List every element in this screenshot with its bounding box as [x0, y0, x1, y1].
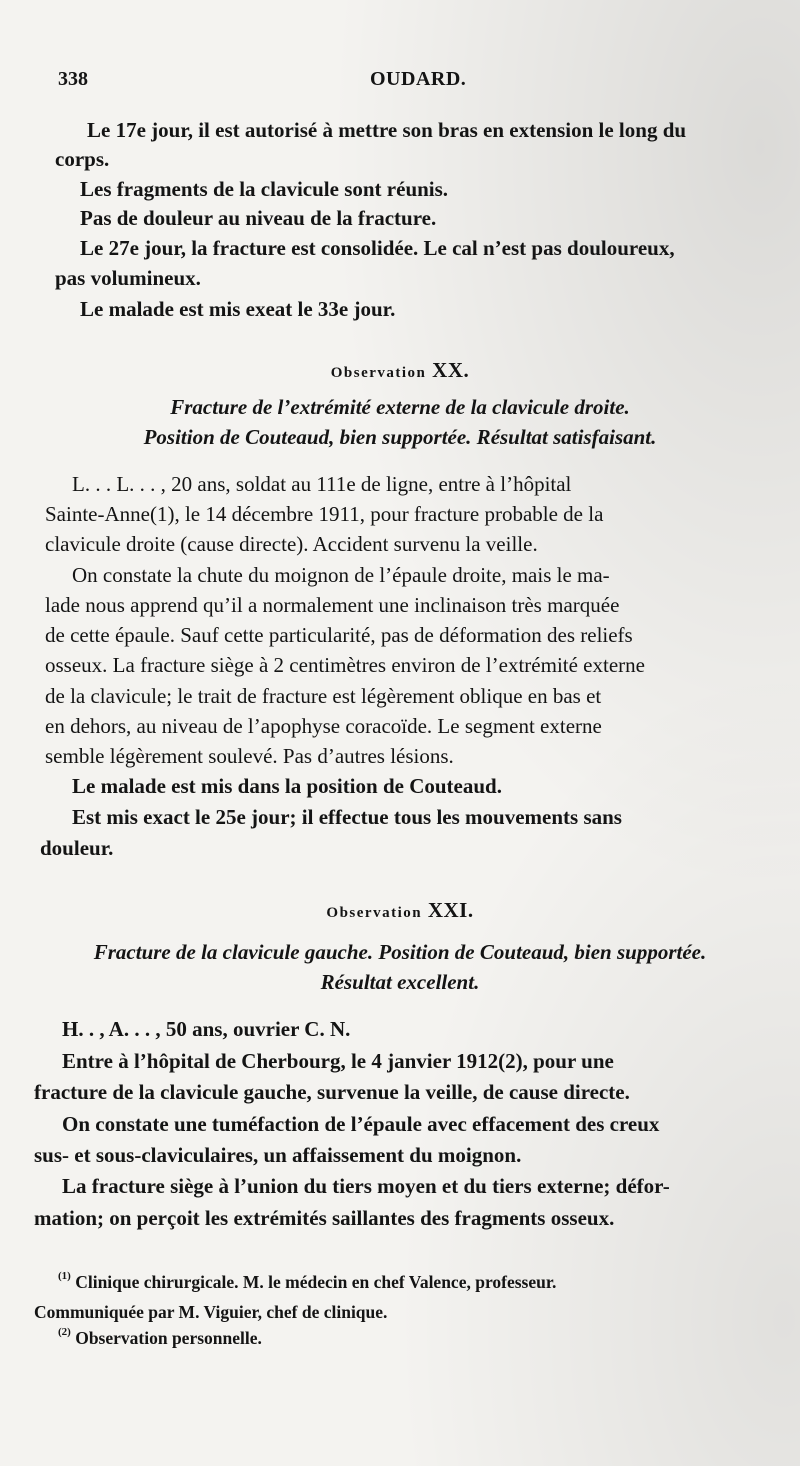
- observation-label: Observation: [326, 905, 423, 921]
- text-line: clavicule droite (cause directe). Accident survenu la veille.: [45, 532, 538, 556]
- text-line: La fracture siège à l’union du tiers moyen et du tiers externe; défor-: [62, 1174, 670, 1198]
- text-line: mation; on perçoit les extrémités saillantes des fragments osseux.: [34, 1206, 615, 1230]
- text-line: corps.: [55, 147, 110, 171]
- text-line: sus- et sous-claviculaires, un affaissement du moignon.: [34, 1143, 522, 1167]
- text-line: semble légèrement soulevé. Pas d’autres lésions.: [45, 744, 454, 768]
- observation-20-subtitle-1: Fracture de l’extrémité externe de la clavicule droite.: [170, 395, 630, 419]
- page-header: [55, 68, 745, 98]
- text-line: Le 17e jour, il est autorisé à mettre son bras en extension le long du: [87, 118, 687, 142]
- text-line: Le malade est mis exeat le 33e jour.: [80, 297, 396, 321]
- footnote-2: [58, 1328, 262, 1349]
- text-line: On constate une tuméfaction de l’épaule avec effacement des creux: [62, 1112, 660, 1136]
- text-line: osseux. La fracture siège à 2 centimètres environ de l’extrémité externe: [45, 653, 645, 677]
- observation-21-subtitle-1: Fracture de la clavicule gauche. Position de Couteaud, bien supportée.: [93, 940, 707, 964]
- observation-20-heading: [0, 358, 800, 383]
- footnote-marker: (2): [58, 1326, 71, 1338]
- observation-21-heading: [0, 898, 800, 923]
- text-line: fracture de la clavicule gauche, survenue la veille, de cause directe.: [34, 1080, 630, 1104]
- text-line: H. . , A. . . , 50 ans, ouvrier C. N.: [62, 1017, 351, 1041]
- text-line: Entre à l’hôpital de Cherbourg, le 4 janvier 1912(2), pour une: [62, 1049, 614, 1073]
- text-line: Le malade est mis dans la position de Couteaud.: [72, 774, 502, 798]
- text-line: L. . . L. . . , 20 ans, soldat au 111e de ligne, entre à l’hôpital: [72, 472, 572, 496]
- footnote-marker: (1): [58, 1270, 71, 1282]
- text-line: pas volumineux.: [55, 266, 201, 290]
- footnote-text: Observation personnelle.: [75, 1328, 262, 1348]
- text-line: Pas de douleur au niveau de la fracture.: [80, 206, 437, 230]
- text-line: lade nous apprend qu’il a normalement une inclinaison très marquée: [45, 593, 620, 617]
- text-line: On constate la chute du moignon de l’épaule droite, mais le ma-: [72, 563, 610, 587]
- text-line: en dehors, au niveau de l’apophyse coracoïde. Le segment externe: [45, 714, 602, 738]
- text-line: de la clavicule; le trait de fracture est légèrement oblique en bas et: [45, 684, 602, 708]
- text-line: Le 27e jour, la fracture est consolidée. Le cal n’est pas douloureux,: [80, 236, 675, 260]
- text-line: Est mis exact le 25e jour; il effectue tous les mouvements sans: [72, 805, 622, 829]
- observation-number: XXI.: [427, 898, 474, 922]
- text-line: douleur.: [40, 836, 114, 860]
- text-line: Les fragments de la clavicule sont réunis.: [80, 177, 449, 201]
- text-line: de cette épaule. Sauf cette particularité, pas de déformation des reliefs: [45, 623, 633, 647]
- observation-21-subtitle-2: Résultat excellent.: [320, 970, 480, 994]
- observation-20-subtitle-2: Position de Couteaud, bien supportée. Résultat satisfaisant.: [143, 425, 657, 449]
- running-title: OUDARD.: [370, 68, 467, 90]
- footnote-1-continued: Communiquée par M. Viguier, chef de clinique.: [34, 1302, 388, 1322]
- page-number: 338: [58, 68, 88, 90]
- footnote-text: Clinique chirurgicale. M. le médecin en chef Valence, professeur.: [75, 1272, 557, 1292]
- text-line: Sainte-Anne(1), le 14 décembre 1911, pour fracture probable de la: [45, 502, 604, 526]
- observation-number: XX.: [432, 358, 470, 382]
- footnote-1: [58, 1272, 556, 1293]
- observation-label: Observation: [330, 365, 427, 381]
